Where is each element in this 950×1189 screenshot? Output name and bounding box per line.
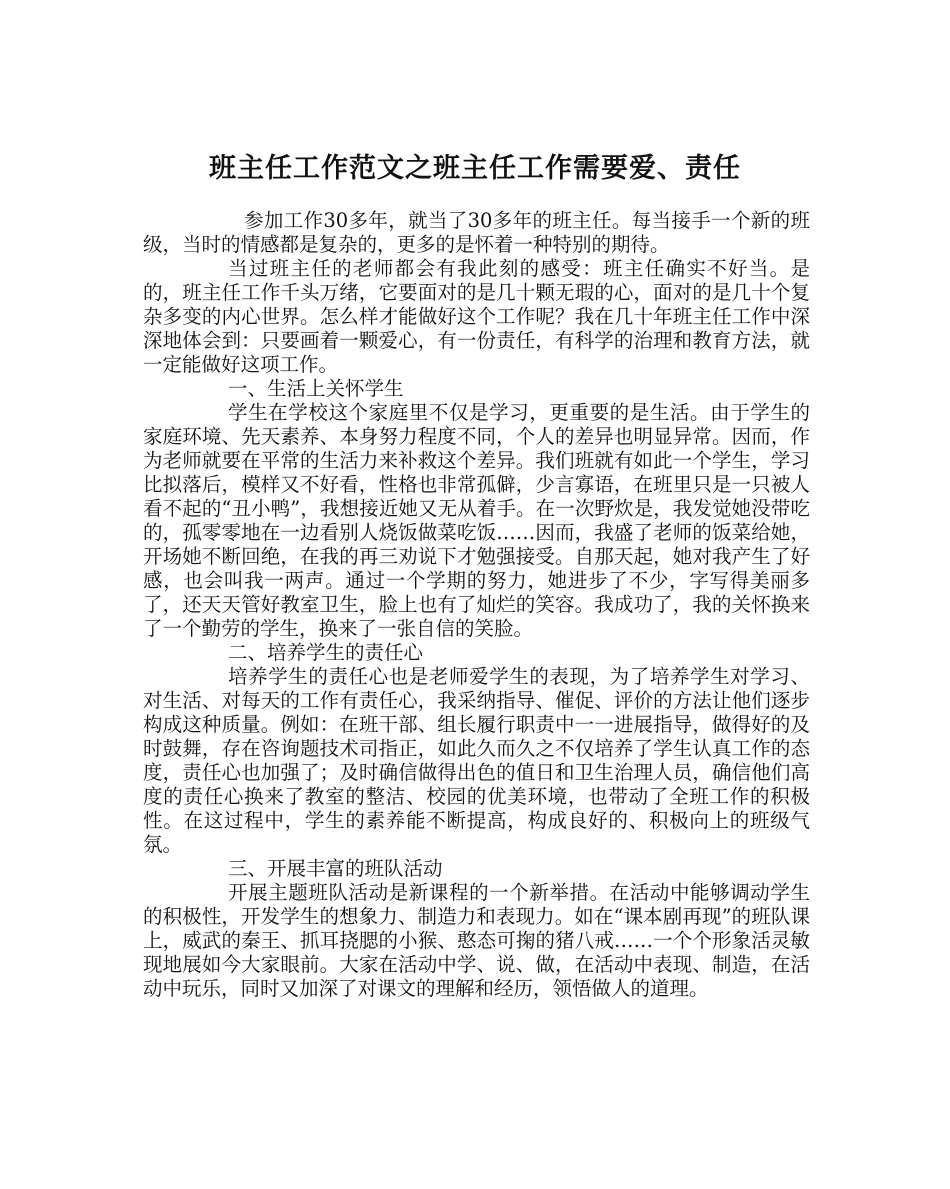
section-heading-activities: 三、开展丰富的班队活动 (228, 857, 443, 880)
section-heading-life-care: 一、生活上关怀学生 (228, 377, 404, 400)
section-heading-responsibility: 二、培养学生的责任心 (228, 641, 424, 664)
paragraph-responsibility: 培养学生的责任心也是老师爱学生的表现，为了培养学生对学习、对生活、对每天的工作有责任心，我采纳指导、催促、评价的方法让他们逐步构成这种质量。例如：在班干部、组长履行职责中一一进展指导，做得好的及时鼓舞，存在咨询题技术司指正，如此久而久之不仅培养了学生认真工作的态度，责任心也加强了；及时确信做得出色的值日和卫生治理人员，确信他们高度的责任心换来了教室的整洁、校园的优美环境，也带动了全班工作的积极性。在这过程中，学生的素养能不断提高，构成良好的、积极向上的班级气氛。 (143, 665, 810, 856)
document-body (143, 209, 810, 1001)
paragraph-intro: 参加工作30多年，就当了30多年的班主任。每当接手一个新的班级，当时的情感都是复杂的，更多的是怀着一种特别的期待。 (143, 209, 810, 256)
paragraph-feelings: 当过班主任的老师都会有我此刻的感受：班主任确实不好当。是的，班主任工作千头万绪，它要面对的是几十颗无瑕的心，面对的是几十个复杂多变的内心世界。怎么样才能做好这个工作呢？我在几十年班主任工作中深深地体会到：只要画着一颗爱心，有一份责任，有科学的治理和教育方法，就一定能做好这项工作。 (143, 257, 810, 376)
paragraph-activities: 开展主题班队活动是新课程的一个新举措。在活动中能够调动学生的积极性，开发学生的想象力、制造力和表现力。如在“课本剧再现”的班队课上，威武的秦王、抓耳挠腮的小猴、憨态可掬的猪八戒……一个个形象活灵敏现地展如今大家眼前。大家在活动中学、说、做，在活动中表现、制造，在活动中玩乐，同时又加深了对课文的理解和经历，领悟做人的道理。 (143, 881, 810, 1000)
paragraph-life-care: 学生在学校这个家庭里不仅是学习，更重要的是生活。由于学生的家庭环境、先天素养、本身努力程度不同，个人的差异也明显异常。因而，作为老师就要在平常的生活力来补救这个差异。我们班就有如此一个学生，学习比拟落后，模样又不好看，性格也非常孤僻，少言寡语，在班里只是一只被人看不起的“丑小鸭”，我想接近她又无从着手。在一次野炊是，我发觉她没带吃的，孤零零地在一边看别人烧饭做菜吃饭……因而，我盛了老师的饭菜给她，开场她不断回绝，在我的再三劝说下才勉强接受。自那天起，她对我产生了好感，也会叫我一两声。通过一个学期的努力，她进步了不少，字写得美丽多了，还天天管好教室卫生，脸上也有了灿烂的笑容。我成功了，我的关怀换来了一个勤劳的学生，换来了一张自信的笑脸。 (143, 401, 810, 640)
document-title: 班主任工作范文之班主任工作需要爱、责任 (209, 153, 741, 185)
